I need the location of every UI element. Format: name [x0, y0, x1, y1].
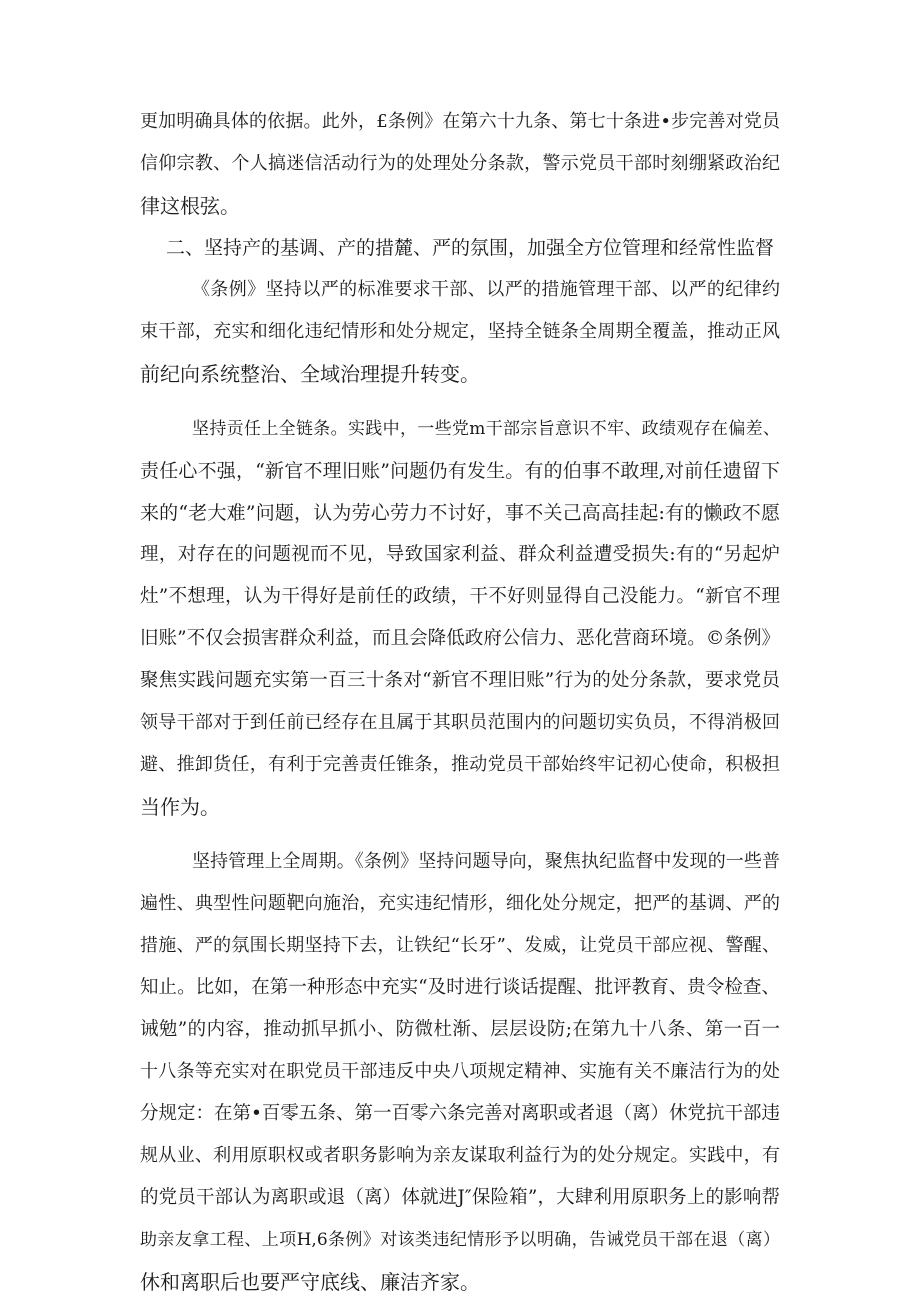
paragraph-line: 《条例》坚持以严的标准要求干部、以严的措施管理干部、以严的纪律约: [192, 279, 780, 300]
paragraph-line: 律这根弦。: [140, 194, 240, 218]
paragraph-line: 避、推卸货任，有利于完善责任锥条，推动党员干部始终牢记初心使命，积极担: [140, 754, 780, 775]
section-heading: 二、坚持产的基调、产的措麓、严的氛围，加强全方位管理和经常性监督: [166, 237, 775, 259]
paragraph-line: 诫勉”的内容，推动抓早抓小、防微杜渐、层层设防;在第九十八条、第一百一: [140, 1019, 780, 1040]
paragraph-line: 遍性、典型性问题靶向施治，充实违纪情形，细化处分规定，把严的基调、严的: [140, 893, 780, 914]
paragraph-line: 灶”不想理，认为干得好是前任的政绩，干不好则显得自己没能力。“新官不理: [140, 586, 780, 607]
document-body: [140, 101, 780, 1303]
paragraph-line: 坚持贡任上全链条。实践中，一些党m干部宗旨意识不牢、政绩观存在偏差、: [192, 419, 780, 439]
paragraph-line: 休和离职后也要严守底线、廉洁齐家。: [140, 1270, 480, 1294]
paragraph-line: 分规定：在第•百零五条、第一百零六条完善对离职或者退（离）休党抗干部违: [140, 1103, 780, 1124]
paragraph-line: 领导干部对于到任前已经存在且属于其职员范围内的问题切实负员，不得消极回: [140, 712, 780, 733]
paragraph-line: 的党员干部认为离职或退（离）体就进J″保险箱”，大肆利用原职务上的影响帮: [140, 1187, 780, 1208]
paragraph-line: 来的“老大难”问题，认为劳心劳力不讨好，事不关己高高挂起:有的懒政不愿: [140, 502, 780, 524]
paragraph-line: 责任心不强，“新官不理旧账”问题仍有发生。有的伯事不敢理,对前任遗留下: [140, 460, 780, 482]
paragraph-line: 束干部，充实和细化违纪情形和处分规定，坚持全链条全周期全覆盖，推动正风: [140, 321, 780, 342]
paragraph-line: 前纪向系统整治、全域治理提升转变。: [140, 362, 480, 386]
paragraph-line: 更加明确具体的依据。此外，£条例》在第六十九条、第七十条进•步完善对党员: [140, 111, 780, 132]
paragraph-line: 助亲友拿工程、上项H,6条例》对该类违纪情形予以明确，告诫党员干部在退（离）: [140, 1230, 780, 1250]
paragraph-line: 当作为。: [140, 795, 220, 819]
paragraph-line: 规从业、利用原职权或者职务影响为亲友谋取利益行为的处分规定。实践中，有: [140, 1145, 780, 1166]
paragraph-line: 措施、严的氛围长期坚持下去，让铁纪“长牙”、发威，让党员干部应视、警醒、: [140, 935, 780, 956]
paragraph-line: 聚焦实践问题充实第一百三十条对“新官不理旧账”行为的处分条款，要求党员: [140, 670, 780, 691]
paragraph-line: 坚持管理上全周期。《条例》坚持问题导向，聚焦执纪监督中发现的一些普: [192, 851, 780, 872]
paragraph-line: 理，对存在的问题视而不见，导致国家利益、群众利益遭受损失:有的“另起炉: [140, 544, 780, 565]
paragraph-line: 十八条等充实对在职党员干部违反中央八项规定精神、实施有关不廉洁行为的处: [140, 1061, 780, 1082]
paragraph-line: 旧账”不仅会损害群众利益，而且会降低政府公信力、恶化营商环境。©条例》: [140, 628, 780, 649]
paragraph-line: 信仰宗教、个人搞迷信活动行为的处理处分条款，警示党员干部时刻绷紧政治纪: [140, 153, 780, 174]
paragraph-line: 知止。比如，在第一种形态中充实“及时进行谈话提醒、批评教育、贵令检查、: [140, 977, 780, 998]
